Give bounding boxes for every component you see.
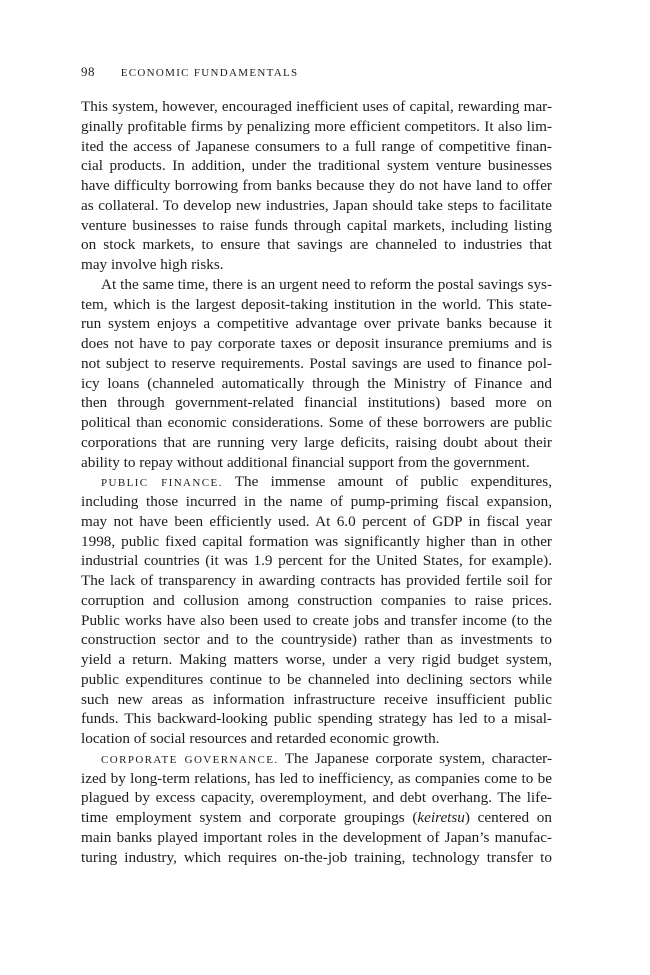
text-line: may not have been efficiently used. At 6.0 percent of GDP in fiscal year [81,512,552,530]
body-text [81,97,552,867]
paragraph [81,97,552,275]
text-line: ized by long-term relations, has led to inefficiency, as companies come to be [81,769,552,787]
running-head [81,64,298,80]
text-line: Public works have also been used to create jobs and transfer income (to the [81,611,552,629]
text-line: venture businesses to raise funds through capital markets, including listing [81,216,552,234]
text-line: 1998, public fixed capital formation was significantly higher than in other [81,532,552,550]
text-line: tem, which is the largest deposit-taking institution in the world. This state- [81,295,552,313]
text-line: yield a return. Making matters worse, under a very rigid budget system, [81,651,552,668]
text-line: ability to repay without additional financial support from the government. [81,453,530,471]
text-line: including those incurred in the name of pump-priming fiscal expansion, [81,493,552,510]
text-run: ) centered on [464,809,552,826]
text-line: At the same time, there is an urgent need to reform the postal savings sys- [101,275,552,293]
text-run: The immense amount of public expenditures, [234,473,552,491]
section-public-finance [81,472,552,749]
text-line: turing industry, which requires on-the-job training, technology transfer to [81,848,552,866]
text-line: political than economic considerations. Some of these borrowers are public [81,414,552,431]
text-line [81,749,552,769]
text-line: construction sector and to the countryside) rather than as investments to [81,631,552,649]
text-line: not subject to reserve requirements. Postal savings are used to finance pol- [81,354,552,372]
text-line [81,808,552,828]
text-line: then through government-related financial institutions) based more on [81,394,552,412]
text-run: The Japanese corporate system, character- [284,749,552,767]
text-line: does not have to pay corporate taxes or deposit insurance premiums and is [81,335,552,352]
text-line: The lack of transparency in awarding contracts has provided fertile soil for [81,572,552,589]
paragraph [81,275,552,473]
italic-term: keiretsu [417,809,465,826]
page-number: 98 [81,64,95,79]
text-line: as collateral. To develop new industries, Japan should take steps to facilitate [81,196,552,214]
text-line: ited the access of Japanese consumers to a full range of competitive finan- [81,137,552,155]
text-line: This system, however, encouraged inefficient uses of capital, rewarding mar- [81,98,552,115]
text-line: funds. This backward-looking public spending strategy has led to a misal- [81,710,552,728]
text-line: corruption and collusion among construction companies to raise prices. [81,591,552,609]
text-line: icy loans (channeled automatically through the Ministry of Finance and [81,374,552,392]
text-line: public expenditures continue to be channeled into declining sectors while [81,670,552,688]
text-line: industrial countries (it was 1.9 percent for the United States, for example). [81,552,552,570]
text-line: cial products. In addition, under the traditional system venture businesses [81,157,552,175]
text-line: have difficulty borrowing from banks because they do not have land to offer [81,177,552,194]
text-line: plagued by excess capacity, overemployment, and debt overhang. The life- [81,789,552,807]
text-line: location of social resources and retarded economic growth. [81,730,440,747]
text-line: such new areas as information infrastructure receive insufficient public [81,690,552,708]
section-corporate-governance [81,749,552,868]
text-line: ginally profitable firms by penalizing more efficient competitors. It also lim- [81,117,552,135]
text-line: corporations that are running very large deficits, raising doubt about their [81,433,552,451]
text-line: on stock markets, to ensure that savings are channeled to industries that [81,236,552,254]
section-heading: CORPORATE GOVERNANCE. [101,753,279,766]
section-heading: PUBLIC FINANCE. [101,477,223,490]
text-line: may involve high risks. [81,256,224,273]
text-run: time employment system and corporate groupings ( [81,809,418,826]
running-head-title: ECONOMIC FUNDAMENTALS [120,67,299,79]
text-line: run system enjoys a competitive advantage over private banks because it [81,315,552,333]
text-line: main banks played important roles in the development of Japan’s manufac- [81,828,552,846]
text-line [81,472,552,492]
